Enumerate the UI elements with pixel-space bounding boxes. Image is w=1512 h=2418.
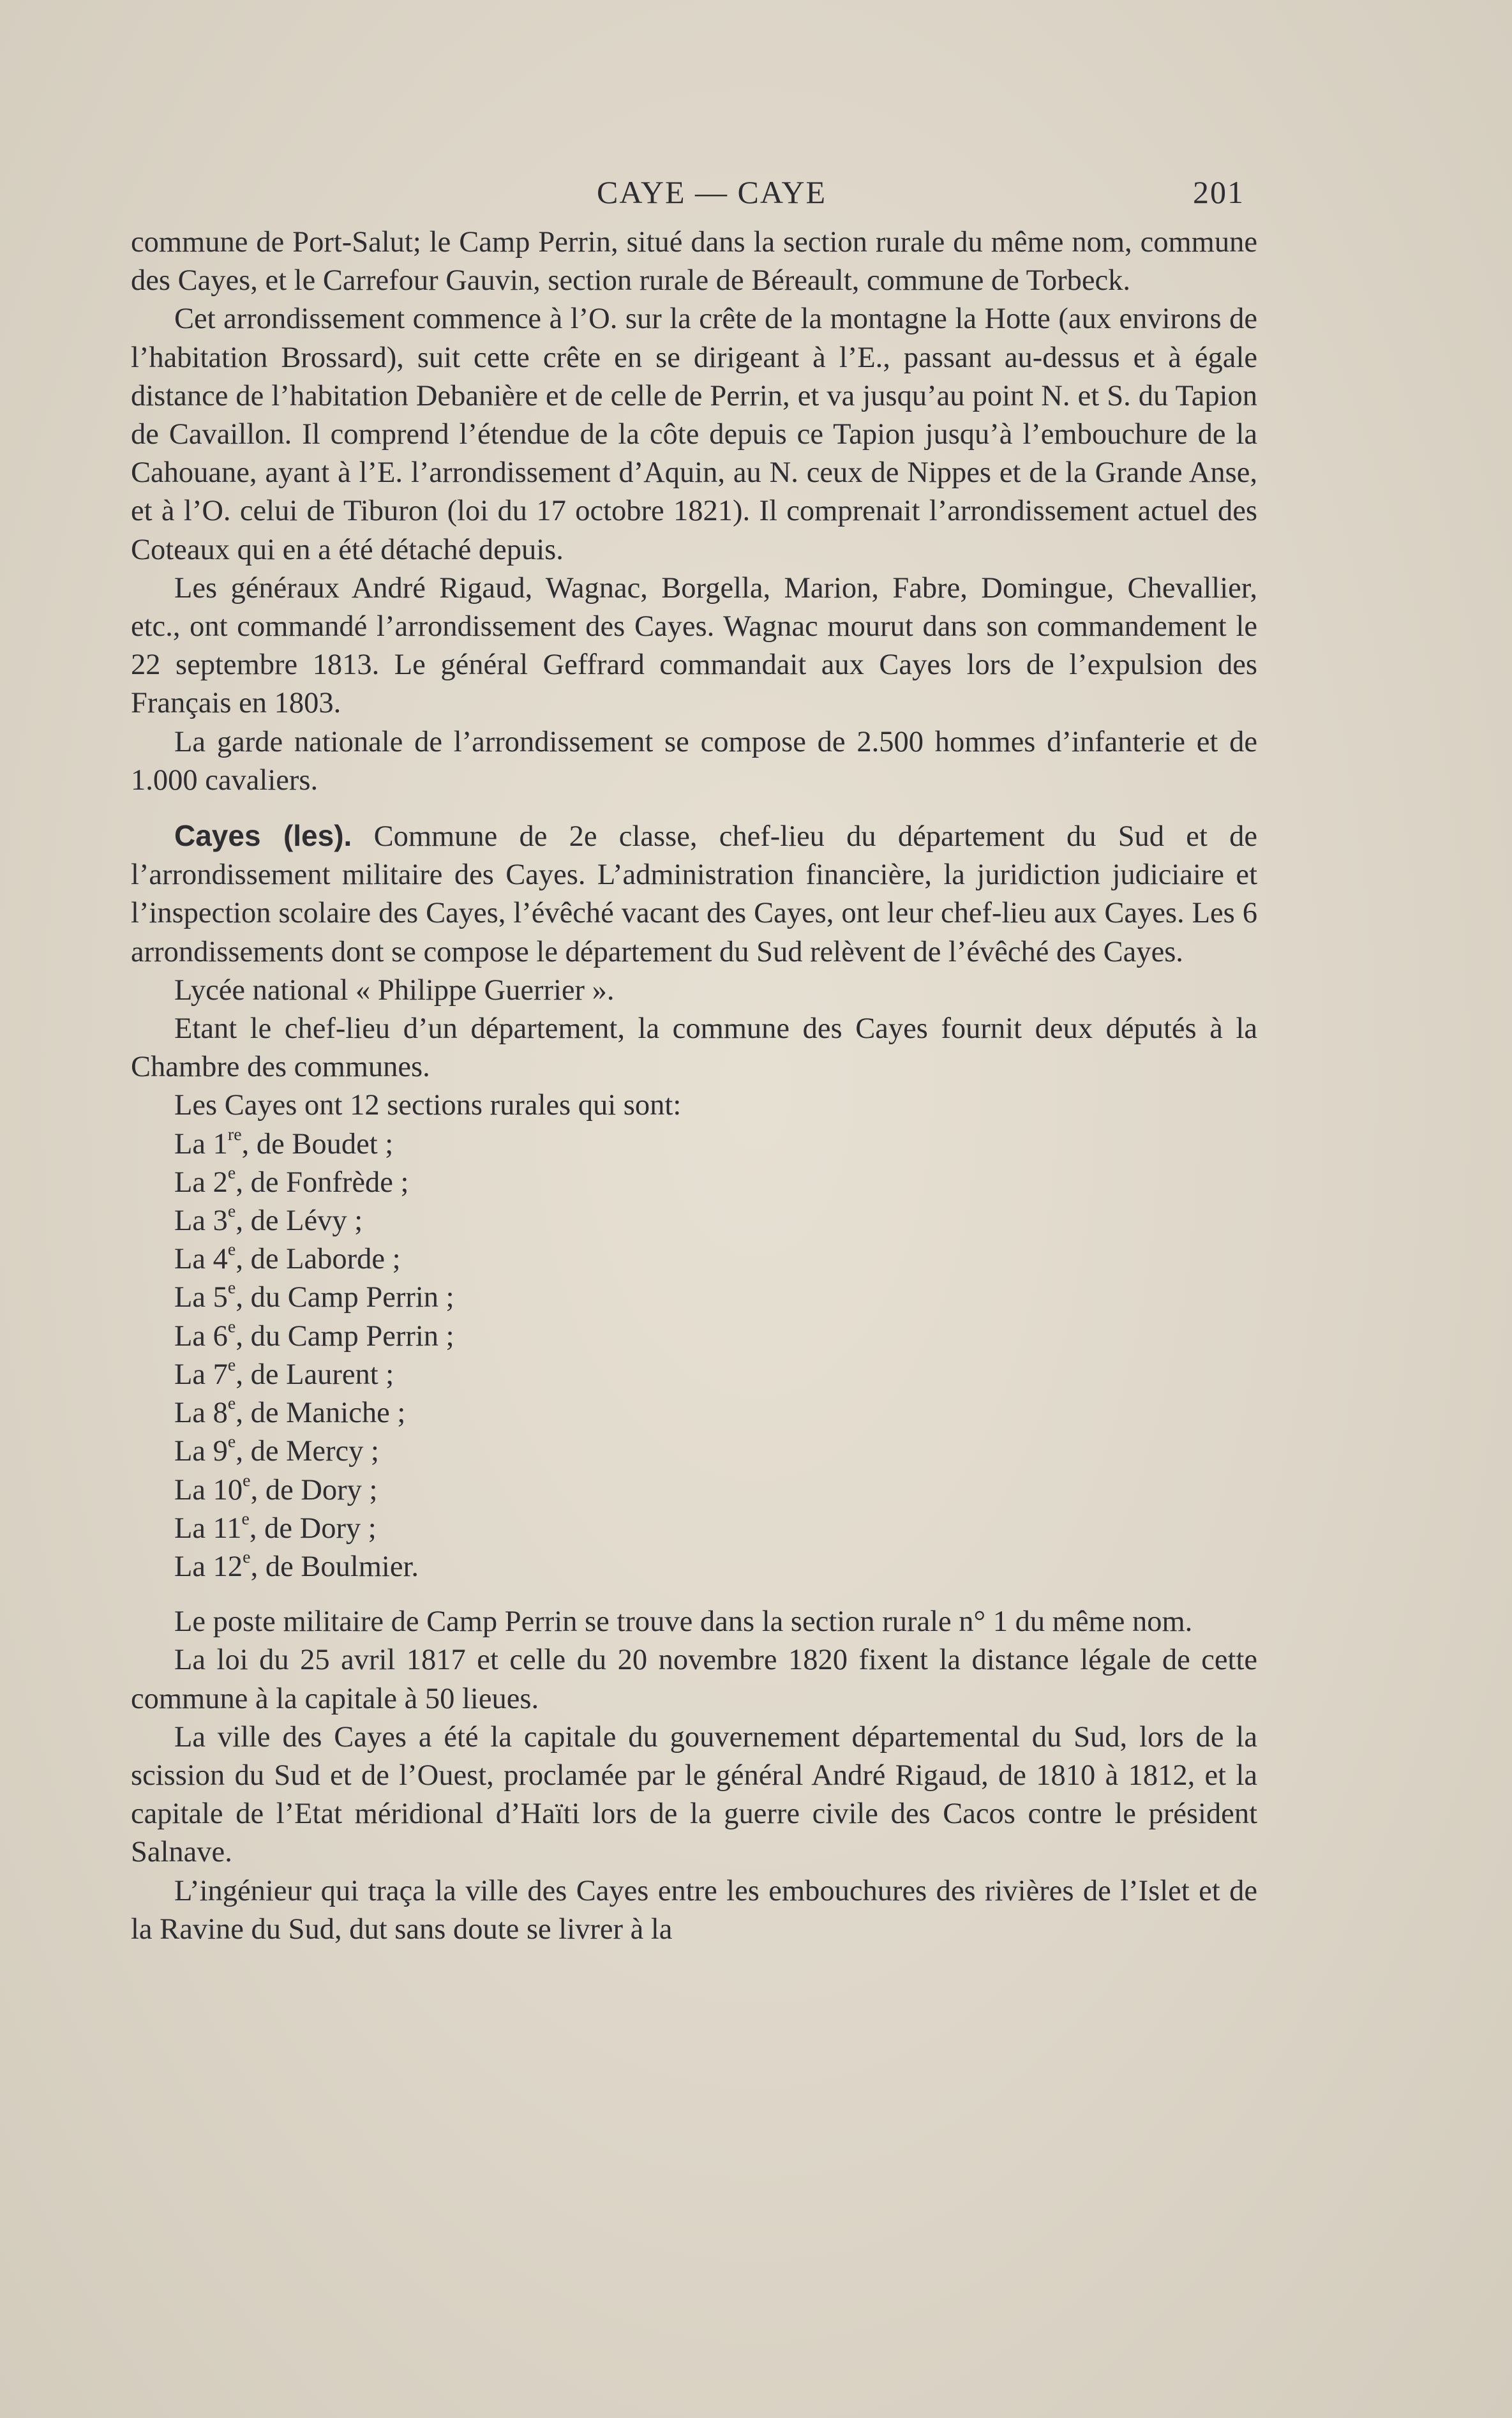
list-item: La 3e, de Lévy ; (174, 1201, 363, 1238)
list-item: La 9e, de Mercy ; (174, 1432, 379, 1468)
list-item: La 2e, de Fonfrède ; (174, 1162, 409, 1199)
list-item: La 6e, du Camp Perrin ; (174, 1316, 454, 1353)
list-item: La 11e, de Dory ; (174, 1508, 377, 1545)
body-text (131, 223, 1257, 1949)
rural-sections-list (131, 1125, 1257, 1586)
running-title: CAYE — CAYE (596, 174, 827, 210)
paragraph-national-guard: La garde nationale de l’arrondissement se compose de 2.500 hommes d’infanterie et de 1.000 cavaliers. (131, 725, 1257, 797)
list-item: La 1re, de Boudet ; (174, 1124, 394, 1160)
running-head (128, 174, 1245, 218)
paragraph-legal-distance: La loi du 25 avril 1817 et celle du 20 novembre 1820 fixent la distance légale de cette commune à la capitale à 50 lieues. (131, 1644, 1257, 1715)
paragraph-deputies: Etant le chef-lieu d’un département, la commune des Cayes fournit deux députés à la Chambre des communes. (131, 1012, 1257, 1084)
paragraph-boundaries: Cet arrondissement commence à l’O. sur la crête de la montagne la Hotte (aux environs de l’habitation Brossard), suit cette crête en se dirigeant à l’E., passant au-dessus et à égale distance de l’habitation Debanière et de celle de Perrin, et va jusqu’au point N. et S. du Tapion de Cavaillon. Il comprend l’étendue de la côte depuis ce Tapion jusqu’à l’embouchure de la Cahouane, ayant à l’E. l’arrondissement d’Aquin, au N. ceux de Nippes et de la Grande Anse, et à l’O. celui de Tiburon (loi du 17 octobre 1821). Il comprenait l’arrondissement actuel des Coteaux qui en a été détaché depuis. (131, 303, 1257, 566)
entry-text: Commune de 2e classe, chef-lieu du département du Sud et de l’arrondissement militaire des Cayes. L’administration financière, la juridiction judiciaire et l’inspection scolaire des Cayes, l’évêché vacant des Cayes, ont leur chef-lieu aux Cayes. Les 6 arrondissements dont se compose le département du Sud relèvent de l’évêché des Cayes. (131, 820, 1257, 968)
entry-cayes (131, 816, 1257, 972)
paragraph-lycee: Lycée national « Philippe Guerrier ». (174, 973, 615, 1007)
page-number: 201 (1193, 174, 1245, 210)
list-item: La 4e, de Laborde ; (174, 1240, 401, 1276)
list-item: La 5e, du Camp Perrin ; (174, 1278, 454, 1314)
paragraph-capital: La ville des Cayes a été la capitale du gouvernement départemental du Sud, lors de la scission du Sud et de l’Ouest, proclamée par le général André Rigaud, de 1810 à 1812, et la capitale de l’Etat méridional d’Haïti lors de la guerre civile des Cacos contre le président Salnave. (131, 1720, 1257, 1869)
paragraph-continuation: commune de Port-Salut; le Camp Perrin, situé dans la section rurale du même nom, commune des Cayes, et le Carrefour Gauvin, section rurale de Béreault, commune de Torbeck. (131, 226, 1257, 297)
paragraph-sections-intro: Les Cayes ont 12 sections rurales qui sont: (174, 1089, 682, 1122)
list-item: La 10e, de Dory ; (174, 1470, 378, 1506)
paragraph-generals: Les généraux André Rigaud, Wagnac, Borgella, Marion, Fabre, Domingue, Chevallier, etc., ont commandé l’arrondissement des Cayes. Wagnac mourut dans son commandement le 22 septembre 1813. Le général Geffrard commandait aux Cayes lors de l’expulsion des Français en 1803. (131, 571, 1257, 720)
list-item: La 7e, de Laurent ; (174, 1355, 394, 1391)
entry-heading: Cayes (les). (174, 819, 352, 853)
paragraph-military-post: Le poste militaire de Camp Perrin se trouve dans la section rurale n° 1 du même nom. (174, 1605, 1193, 1639)
list-item: La 12e, de Boulmier. (174, 1547, 419, 1583)
paragraph-engineer: L’ingénieur qui traça la ville des Cayes entre les embouchures des rivières de l’Islet et de la Ravine du Sud, dut sans doute se livrer à la (131, 1874, 1257, 1946)
list-item: La 8e, de Maniche ; (174, 1393, 406, 1430)
